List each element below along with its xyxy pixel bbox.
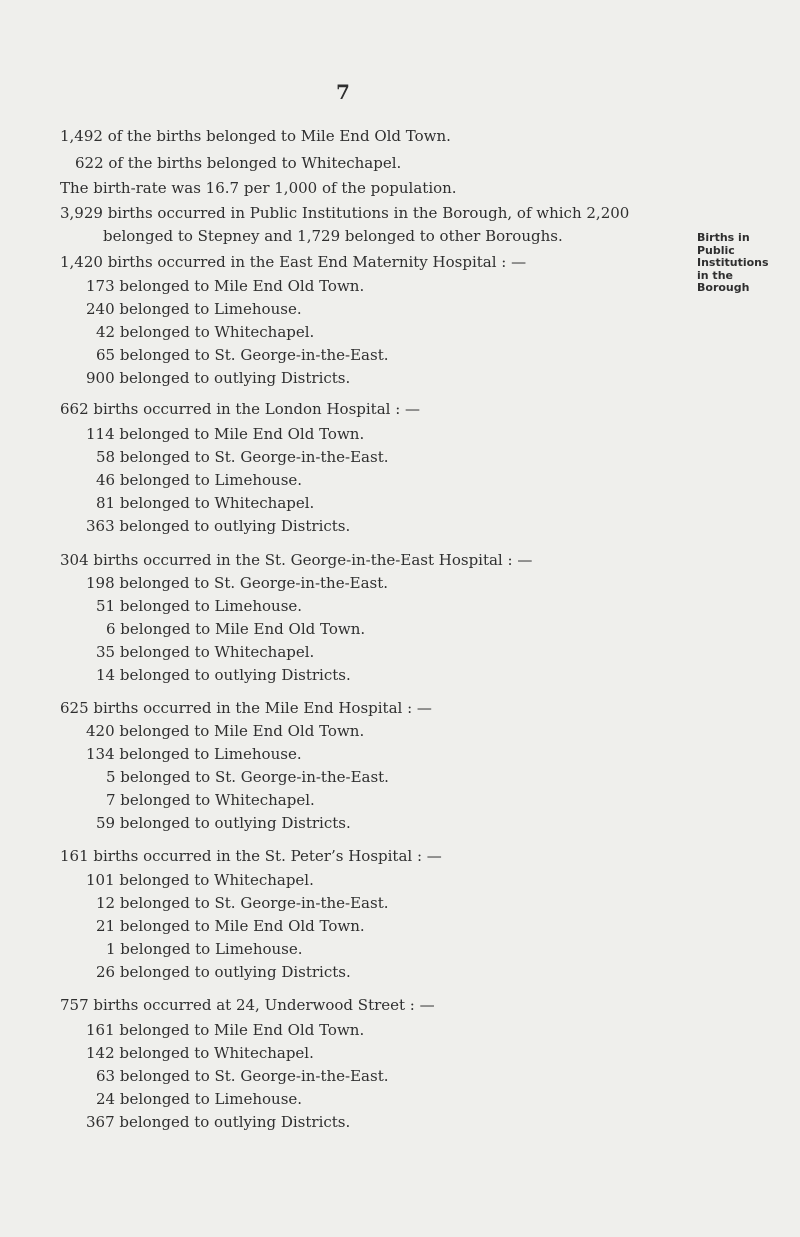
section-heading: 662 births occurred in the London Hospital : — <box>60 400 421 418</box>
section-item: 59 belonged to outlying Districts. <box>96 814 351 832</box>
section-item: 35 belonged to Whitechapel. <box>96 643 315 661</box>
section-item: 51 belonged to Limehouse. <box>96 597 303 615</box>
section-item: 24 belonged to Limehouse. <box>96 1090 303 1108</box>
section-item: 21 belonged to Mile End Old Town. <box>96 917 365 935</box>
margin-note-line: Public <box>697 243 735 257</box>
summary-line: belonged to Stepney and 1,729 belonged to other Boroughs. <box>103 227 563 245</box>
section-item: 42 belonged to Whitechapel. <box>96 323 315 341</box>
section-item: 198 belonged to St. George-in-the-East. <box>86 574 389 592</box>
summary-line: 3,929 births occurred in Public Institutions in the Borough, of which 2,200 <box>60 204 630 222</box>
margin-note <box>697 232 787 295</box>
section-item: 101 belonged to Whitechapel. <box>86 871 314 889</box>
section-item: 240 belonged to Limehouse. <box>86 300 302 318</box>
margin-note-line: in the <box>697 268 733 282</box>
margin-note-line: Institutions <box>697 256 769 269</box>
section-item: 420 belonged to Mile End Old Town. <box>86 722 365 740</box>
margin-note-line: Births in <box>697 231 750 244</box>
margin-note-line: Borough <box>697 281 750 294</box>
section-item: 65 belonged to St. George-in-the-East. <box>96 346 389 364</box>
section-item: 14 belonged to outlying Districts. <box>96 666 351 684</box>
page-number: 7 <box>336 80 350 104</box>
section-item: 26 belonged to outlying Districts. <box>96 963 351 981</box>
summary-line: 1,492 of the births belonged to Mile End Old Town. <box>60 127 451 145</box>
section-item: 58 belonged to St. George-in-the-East. <box>96 448 389 466</box>
section-item: 46 belonged to Limehouse. <box>96 471 303 489</box>
section-item: 134 belonged to Limehouse. <box>86 745 302 763</box>
section-heading: 757 births occurred at 24, Underwood Street : — <box>60 996 435 1014</box>
section-item: 5 belonged to St. George-in-the-East. <box>106 768 389 786</box>
section-heading: 161 births occurred in the St. Peter’s Hospital : — <box>60 847 442 865</box>
section-item: 367 belonged to outlying Districts. <box>86 1113 351 1131</box>
section-item: 114 belonged to Mile End Old Town. <box>86 425 365 443</box>
section-item: 1 belonged to Limehouse. <box>106 940 303 958</box>
section-heading: 1,420 births occurred in the East End Maternity Hospital : — <box>60 253 527 271</box>
section-item: 12 belonged to St. George-in-the-East. <box>96 894 389 912</box>
section-item: 173 belonged to Mile End Old Town. <box>86 277 365 295</box>
section-item: 7 belonged to Whitechapel. <box>106 791 315 809</box>
section-item: 63 belonged to St. George-in-the-East. <box>96 1067 389 1085</box>
section-item: 81 belonged to Whitechapel. <box>96 494 315 512</box>
summary-line: The birth-rate was 16.7 per 1,000 of the population. <box>60 179 457 197</box>
summary-line: 622 of the births belonged to Whitechapel. <box>75 154 402 172</box>
section-item: 161 belonged to Mile End Old Town. <box>86 1021 365 1039</box>
section-item: 363 belonged to outlying Districts. <box>86 517 351 535</box>
section-item: 900 belonged to outlying Districts. <box>86 369 351 387</box>
section-item: 6 belonged to Mile End Old Town. <box>106 620 366 638</box>
section-item: 142 belonged to Whitechapel. <box>86 1044 314 1062</box>
section-heading: 625 births occurred in the Mile End Hospital : — <box>60 699 432 717</box>
section-heading: 304 births occurred in the St. George-in-the-East Hospital : — <box>60 551 533 569</box>
